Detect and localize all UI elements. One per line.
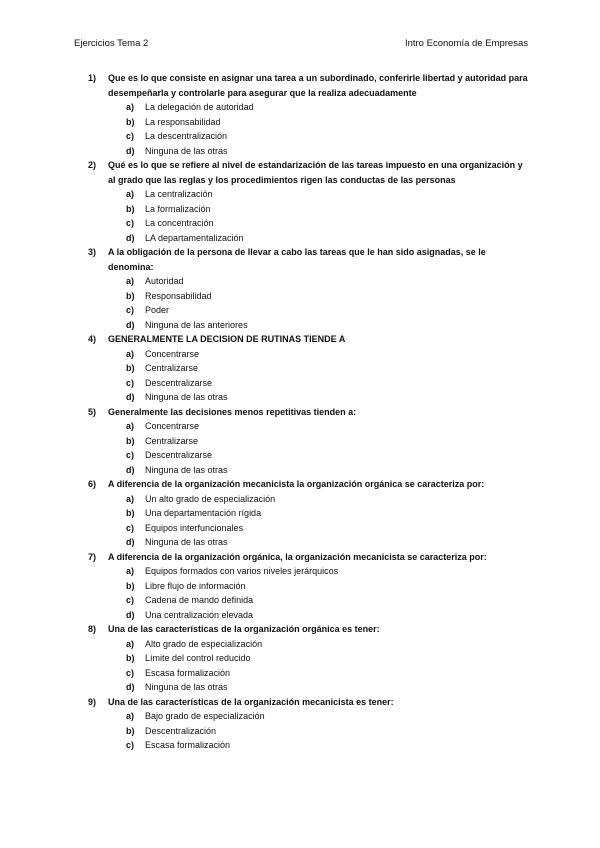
option-text: Equipos formados con varios niveles jerárquicos bbox=[145, 566, 339, 576]
option-text: Concentrarse bbox=[145, 421, 200, 431]
question-number: 3) bbox=[88, 247, 97, 257]
question-list bbox=[88, 71, 530, 753]
option-text: Ninguna de las anteriores bbox=[145, 319, 248, 330]
option-text: LA departamentalización bbox=[145, 232, 244, 243]
option-list bbox=[108, 347, 530, 405]
option-letter: a) bbox=[126, 276, 135, 286]
option-letter: d) bbox=[126, 609, 135, 620]
option-item bbox=[126, 231, 530, 246]
option-letter: b) bbox=[126, 725, 135, 736]
option-letter: c) bbox=[126, 740, 135, 750]
question-number: 9) bbox=[88, 696, 97, 707]
option-letter: c) bbox=[126, 218, 135, 228]
option-list bbox=[108, 709, 530, 753]
option-letter: d) bbox=[126, 232, 135, 243]
option-letter: d) bbox=[126, 464, 135, 475]
option-text: La delegación de autoridad bbox=[145, 102, 254, 112]
question-number: 4) bbox=[88, 334, 97, 344]
option-item bbox=[126, 303, 530, 318]
option-letter: a) bbox=[126, 421, 135, 431]
question-item bbox=[88, 405, 530, 478]
question-item bbox=[88, 158, 530, 245]
option-item bbox=[126, 318, 530, 333]
option-letter: b) bbox=[126, 203, 135, 214]
option-letter: a) bbox=[126, 566, 135, 576]
option-letter: a) bbox=[126, 493, 135, 504]
option-text: Escasa formalización bbox=[145, 740, 231, 750]
option-item bbox=[126, 651, 530, 666]
option-item bbox=[126, 492, 530, 507]
option-letter: b) bbox=[126, 435, 135, 446]
question-item bbox=[88, 477, 530, 550]
option-item bbox=[126, 506, 530, 521]
option-text: La concentración bbox=[145, 218, 214, 228]
option-list bbox=[108, 637, 530, 695]
option-list bbox=[108, 187, 530, 245]
option-letter: d) bbox=[126, 319, 135, 330]
option-item bbox=[126, 202, 530, 217]
question-text: Generalmente las decisiones menos repetitivas tienden a: bbox=[108, 406, 357, 417]
option-letter: a) bbox=[126, 638, 135, 649]
option-item bbox=[126, 115, 530, 130]
option-item bbox=[126, 666, 530, 681]
option-letter: b) bbox=[126, 290, 135, 301]
question-text: Una de las características de la organización mecanicista es tener: bbox=[108, 696, 394, 707]
option-letter: a) bbox=[126, 348, 135, 359]
option-text: Una departamentación rígida bbox=[145, 508, 262, 518]
option-letter: d) bbox=[126, 537, 135, 547]
question-item bbox=[88, 550, 530, 623]
question-number: 1) bbox=[88, 73, 97, 83]
option-text: Responsabilidad bbox=[145, 290, 212, 301]
option-text: Alto grado de especialización bbox=[145, 638, 263, 649]
option-text: Descentralizarse bbox=[145, 450, 213, 460]
option-letter: c) bbox=[126, 377, 135, 388]
option-letter: c) bbox=[126, 522, 135, 533]
option-item bbox=[126, 579, 530, 594]
option-item bbox=[126, 216, 530, 231]
option-letter: d) bbox=[126, 682, 135, 692]
option-item bbox=[126, 187, 530, 202]
option-item bbox=[126, 680, 530, 695]
option-letter: c) bbox=[126, 667, 135, 678]
question-number: 8) bbox=[88, 624, 97, 634]
option-item bbox=[126, 463, 530, 478]
option-text: Cadena de mando definida bbox=[145, 595, 254, 605]
option-text: Ninguna de las otras bbox=[145, 682, 228, 692]
option-item bbox=[126, 419, 530, 434]
option-list bbox=[108, 274, 530, 332]
option-text: La responsabilidad bbox=[145, 116, 221, 127]
question-text: A diferencia de la organización mecanicista la organización orgánica se caracteriza por: bbox=[108, 479, 485, 489]
option-text: Concentrarse bbox=[145, 348, 200, 359]
option-letter: b) bbox=[126, 580, 135, 591]
option-text: Ninguna de las otras bbox=[145, 145, 228, 156]
question-item bbox=[88, 71, 530, 158]
option-letter: b) bbox=[126, 363, 135, 373]
option-item bbox=[126, 709, 530, 724]
option-letter: a) bbox=[126, 102, 135, 112]
option-text: Escasa formalización bbox=[145, 667, 231, 678]
header-right-title: Intro Economía de Empresas bbox=[404, 38, 528, 49]
option-item bbox=[126, 376, 530, 391]
option-item bbox=[126, 274, 530, 289]
question-item bbox=[88, 622, 530, 695]
question-number: 5) bbox=[88, 406, 97, 417]
option-list bbox=[108, 100, 530, 158]
option-text: Ninguna de las otras bbox=[145, 537, 228, 547]
option-text: Autoridad bbox=[145, 276, 184, 286]
option-item bbox=[126, 100, 530, 115]
question-text: Qué es lo que se refiere al nivel de estandarización de las tareas impuesto en una organización y al grado que las reglas y los procedimientos rigen las conductas de las personas bbox=[108, 160, 523, 185]
question-text: GENERALMENTE LA DECISION DE RUTINAS TIENDE A bbox=[108, 334, 346, 344]
option-text: Descentralizarse bbox=[145, 377, 213, 388]
option-text: Límite del control reducido bbox=[145, 653, 251, 663]
question-text: Que es lo que consiste en asignar una tarea a un subordinado, conferirle libertad y autoridad para desempeñarla y controlarle para asegurar que la realiza adecuadamente bbox=[108, 73, 528, 98]
option-text: Equipos interfuncionales bbox=[145, 522, 244, 533]
option-letter: b) bbox=[126, 653, 135, 663]
question-text: A diferencia de la organización orgánica, la organización mecanicista se caracteriza por: bbox=[108, 551, 487, 562]
option-item bbox=[126, 361, 530, 376]
option-letter: c) bbox=[126, 131, 135, 141]
question-item bbox=[88, 332, 530, 405]
option-item bbox=[126, 608, 530, 623]
option-letter: d) bbox=[126, 145, 135, 156]
question-item bbox=[88, 245, 530, 332]
option-text: Ninguna de las otras bbox=[145, 392, 228, 402]
option-item bbox=[126, 390, 530, 405]
option-item bbox=[126, 289, 530, 304]
option-text: La descentralización bbox=[145, 131, 228, 141]
header-left-title: Ejercicios Tema 2 bbox=[74, 38, 149, 49]
question-number: 2) bbox=[88, 160, 97, 170]
option-text: Poder bbox=[145, 305, 170, 315]
option-text: Centralizarse bbox=[145, 363, 199, 373]
option-text: Bajo grado de especialización bbox=[145, 711, 265, 721]
question-number: 7) bbox=[88, 551, 97, 562]
option-letter: a) bbox=[126, 711, 135, 721]
page-header bbox=[74, 38, 528, 52]
option-item bbox=[126, 347, 530, 362]
option-list bbox=[108, 564, 530, 622]
option-item bbox=[126, 564, 530, 579]
option-letter: b) bbox=[126, 508, 135, 518]
option-letter: a) bbox=[126, 189, 135, 199]
question-number: 6) bbox=[88, 479, 97, 489]
option-letter: c) bbox=[126, 305, 135, 315]
option-list bbox=[108, 419, 530, 477]
question-text: A la obligación de la persona de llevar a cabo las tareas que le han sido asignadas, se le denomina: bbox=[108, 247, 486, 272]
question-text: Una de las características de la organización orgánica es tener: bbox=[108, 624, 380, 634]
option-text: Una centralización elevada bbox=[145, 609, 254, 620]
option-letter: c) bbox=[126, 450, 135, 460]
option-text: La centralización bbox=[145, 189, 213, 199]
option-list bbox=[108, 492, 530, 550]
option-item bbox=[126, 637, 530, 652]
option-letter: c) bbox=[126, 595, 135, 605]
option-letter: d) bbox=[126, 392, 135, 402]
option-item bbox=[126, 738, 530, 753]
option-text: Ninguna de las otras bbox=[145, 464, 228, 475]
option-item bbox=[126, 593, 530, 608]
option-item bbox=[126, 724, 530, 739]
option-item bbox=[126, 144, 530, 159]
option-item bbox=[126, 535, 530, 550]
option-letter: b) bbox=[126, 116, 135, 127]
option-text: Un alto grado de especialización bbox=[145, 493, 276, 504]
question-item bbox=[88, 695, 530, 753]
option-text: Descentralización bbox=[145, 725, 217, 736]
option-item bbox=[126, 434, 530, 449]
option-item bbox=[126, 448, 530, 463]
option-item bbox=[126, 521, 530, 536]
option-item bbox=[126, 129, 530, 144]
option-text: La formalización bbox=[145, 203, 211, 214]
option-text: Centralizarse bbox=[145, 435, 199, 446]
option-text: Libre flujo de información bbox=[145, 580, 246, 591]
